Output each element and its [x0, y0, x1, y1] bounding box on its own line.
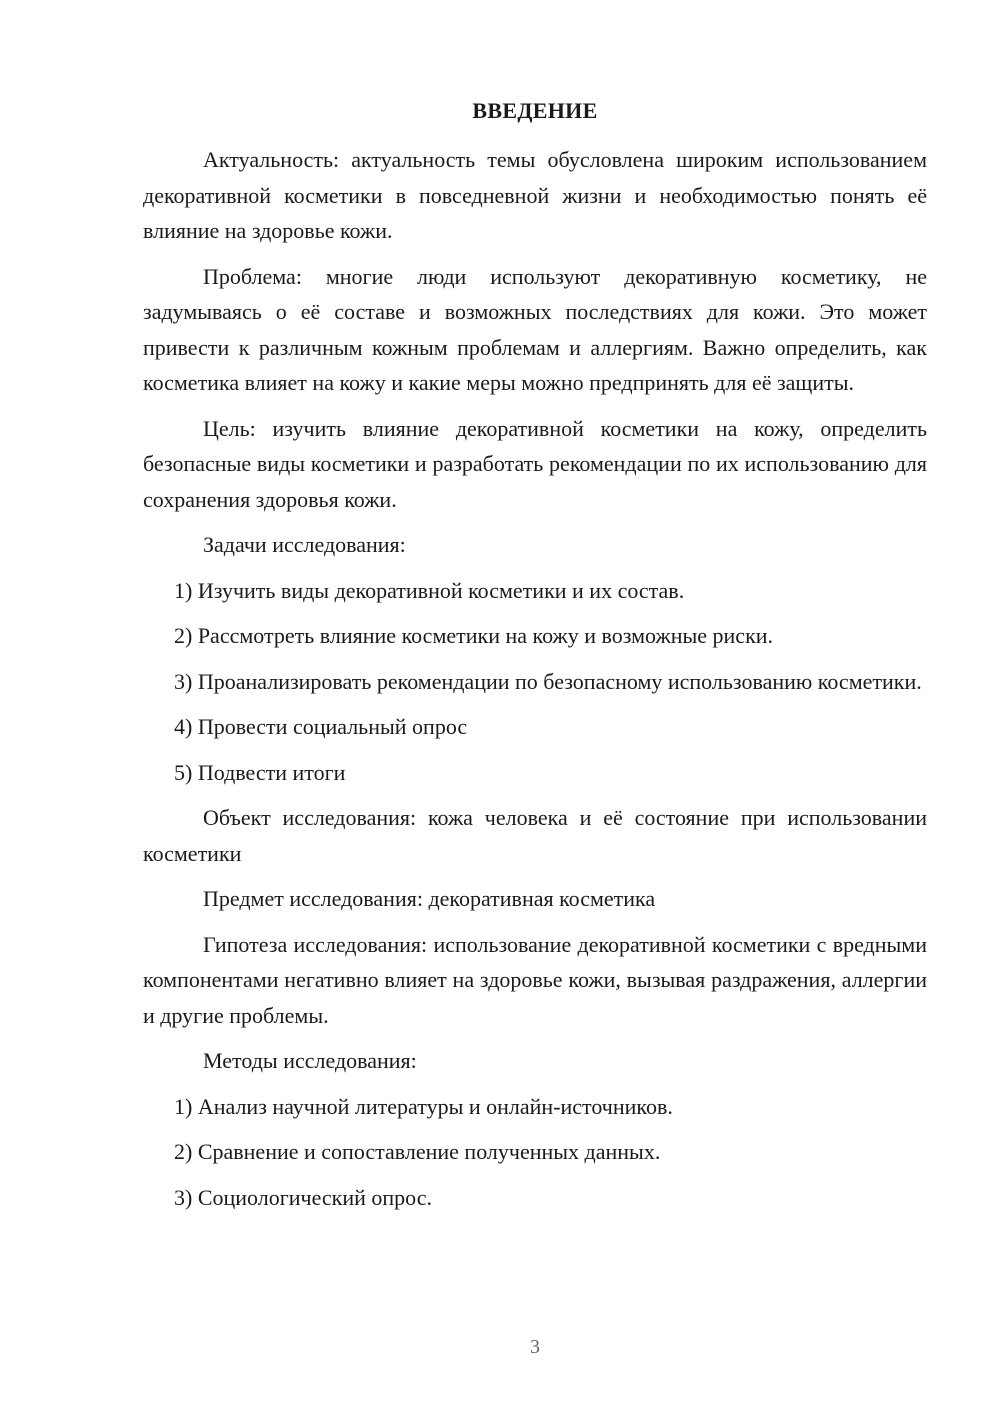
method-item-1: 1) Анализ научной литературы и онлайн-источников. [174, 1093, 673, 1119]
paragraph-methods-heading: Методы исследования: [203, 1048, 417, 1073]
method-item-2: 2) Сравнение и сопоставление полученных данных. [174, 1139, 661, 1164]
paragraph-subject: Предмет исследования: декоративная косметика [203, 886, 656, 911]
task-item-4: 4) Провести социальный опрос [174, 714, 468, 739]
paragraph-tasks-heading: Задачи исследования: [203, 532, 406, 557]
section-title: ВВЕДЕНИЕ [472, 98, 598, 123]
task-item-3: 3) Проанализировать рекомендации по безопасному использованию косметики. [174, 668, 922, 694]
paragraph-problem: Проблема: многие люди используют декоративную косметику, не задумываясь о её составе и возможных последствиях для кожи. Это может привести к различным кожным проблемам и аллергиям. Важно определить, как косметика влияет на кожу и какие меры можно предпринять для её защиты. [143, 263, 927, 395]
paragraph-object: Объект исследования: кожа человека и её состояние при использовании косметики [143, 805, 927, 866]
paragraph-hypothesis: Гипотеза исследования: использование декоративной косметики с вредными компонентами негативно влияет на здоровье кожи, вызывая раздражения, аллергии и другие проблемы. [143, 931, 927, 1028]
task-item-2: 2) Рассмотреть влияние косметики на кожу и возможные риски. [174, 623, 774, 648]
method-item-3: 3) Социологический опрос. [174, 1184, 432, 1210]
task-item-5: 5) Подвести итоги [174, 759, 346, 785]
body-text [143, 142, 927, 1225]
paragraph-goal: Цель: изучить влияние декоративной косметики на кожу, определить безопасные виды косметики и разработать рекомендации по их использованию для сохранения здоровья кожи. [143, 415, 927, 512]
page-number: 3 [530, 1336, 540, 1358]
task-item-1: 1) Изучить виды декоративной косметики и их состав. [174, 577, 685, 603]
paragraph-relevance: Актуальность: актуальность темы обусловлена широким использованием декоративной косметики в повседневной жизни и необходимостью понять её влияние на здоровье кожи. [143, 147, 927, 243]
